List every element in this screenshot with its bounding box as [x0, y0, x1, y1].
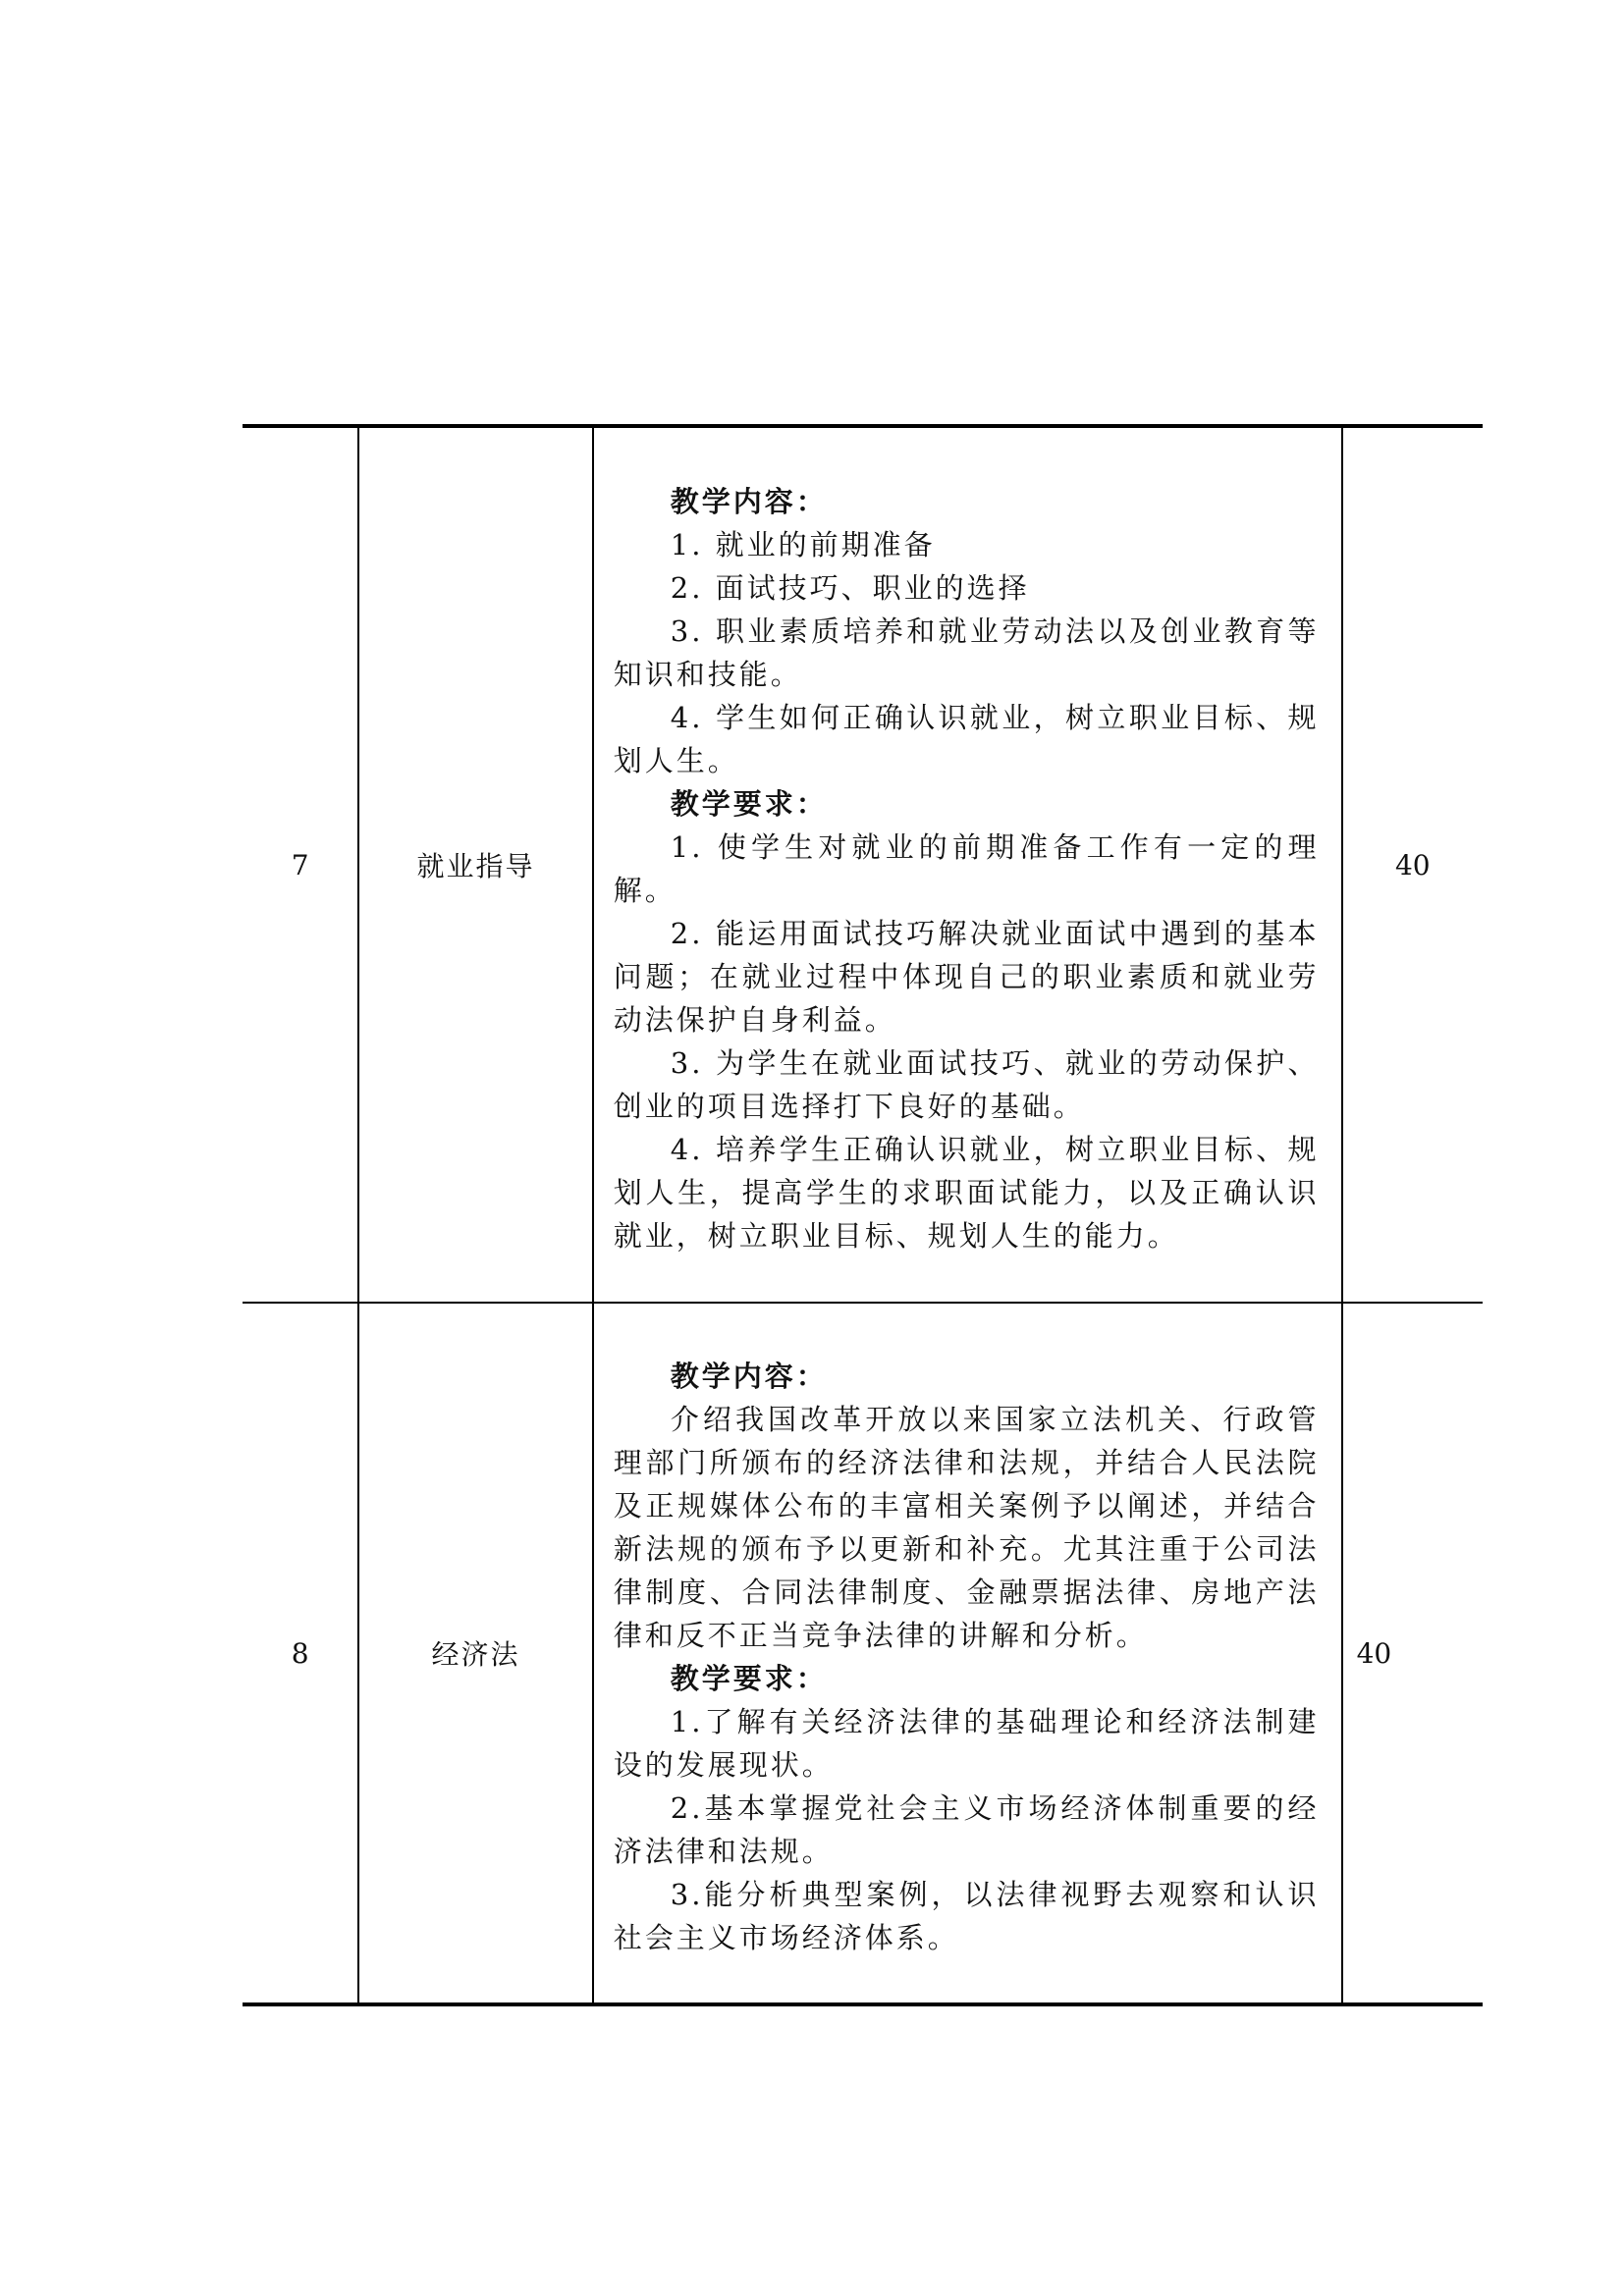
- teaching-requirements-heading: 教学要求：: [670, 787, 828, 821]
- course-table: [243, 424, 1483, 2006]
- teaching-requirements-heading: 教学要求：: [670, 1662, 828, 1695]
- content-item: 3. 职业素质培养和就业劳动法以及创业教育等知识和技能。: [613, 614, 1320, 691]
- course-name-cell: [358, 1303, 592, 2004]
- course-number: 7: [291, 848, 309, 881]
- requirement-item: 2.基本掌握党社会主义市场经济体制重要的经济法律和法规。: [613, 1791, 1320, 1868]
- course-name: 就业指导: [416, 850, 535, 882]
- requirement-item: 3. 为学生在就业面试技巧、就业的劳动保护、创业的项目选择打下良好的基础。: [613, 1046, 1320, 1123]
- content-item: 介绍我国改革开放以来国家立法机关、行政管理部门所颁布的经济法律和法规，并结合人民法院及正规媒体公布的丰富相关案例予以阐述，并结合新法规的颁布予以更新和补充。尤其注重于公司法律制度、合同法律制度、金融票据法律、房地产法律和反不正当竞争法律的讲解和分析。: [613, 1403, 1320, 1652]
- course-name: 经济法: [431, 1638, 520, 1671]
- course-name-cell: [358, 426, 592, 1303]
- course-hours: 40: [1356, 1636, 1392, 1670]
- course-number-cell: [243, 426, 358, 1303]
- requirement-item: 2. 能运用面试技巧解决就业面试中遇到的基本问题；在就业过程中体现自己的职业素质和就业劳动法保护自身利益。: [613, 917, 1320, 1037]
- teaching-content-heading: 教学内容：: [670, 485, 828, 518]
- course-hours: 40: [1394, 848, 1431, 881]
- teaching-content-heading: 教学内容：: [670, 1360, 828, 1393]
- table-row: [243, 1303, 1483, 2004]
- requirement-item: 3.能分析典型案例，以法律视野去观察和认识社会主义市场经济体系。: [613, 1878, 1320, 1954]
- content-item: 1. 就业的前期准备: [670, 528, 936, 561]
- requirement-item: 1.了解有关经济法律的基础理论和经济法制建设的发展现状。: [613, 1705, 1320, 1782]
- course-description: [594, 1304, 1341, 2002]
- requirement-item: 4. 培养学生正确认识就业，树立职业目标、规划人生，提高学生的求职面试能力，以及正确认识就业，树立职业目标、规划人生的能力。: [613, 1133, 1320, 1253]
- course-number: 8: [291, 1636, 309, 1670]
- requirement-item: 1. 使学生对就业的前期准备工作有一定的理解。: [613, 830, 1320, 907]
- course-hours-cell: [1342, 1303, 1483, 2004]
- course-hours-cell: [1342, 426, 1483, 1303]
- course-description: [594, 429, 1341, 1301]
- course-description-cell: [593, 1303, 1342, 2004]
- content-item: 2. 面试技巧、职业的选择: [670, 571, 1030, 605]
- content-item: 4. 学生如何正确认识就业，树立职业目标、规划人生。: [613, 701, 1320, 777]
- table-row: [243, 426, 1483, 1303]
- course-description-cell: [593, 426, 1342, 1303]
- course-number-cell: [243, 1303, 358, 2004]
